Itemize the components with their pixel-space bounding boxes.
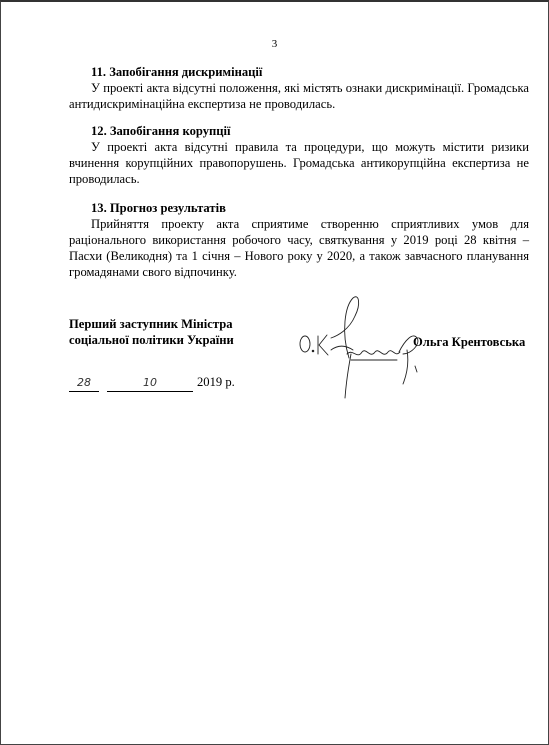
section-forecast [69,200,529,280]
date-year: 2019 р. [197,375,235,389]
section-text: Прийняття проекту акта сприятиме створенню сприятливих умов для раціонального використання робочого часу, святкування у 2019 році 28 квітня – Пасхи (Великодня) та 1 січня – Нового року у 2020, а також завчасного планування громадянами свого відпочинку. [69,217,529,279]
position-line: Перший заступник Міністра [69,317,233,331]
section-heading: 13. Прогноз результатів [91,201,226,215]
section-heading: 11. Запобігання дискримінації [91,65,263,79]
signature-date [69,374,235,392]
signer-name: Ольга Крентовська [413,335,526,349]
date-day-field: 28 [69,377,99,392]
position-line: соціальної політики України [69,333,234,347]
section-heading: 12. Запобігання корупції [91,124,231,138]
section-text: У проекті акта відсутні положення, які містять ознаки дискримінації. Громадська антидискримінаційна експертиза не проводилась. [69,81,529,111]
date-month-field: 10 [107,377,193,392]
signer-position [69,316,269,348]
section-text: У проекті акта відсутні правила та процедури, що можуть містити ризики вчинення корупційних правопорушень. Громадська антикорупційна експертиза не проводилась. [69,140,529,186]
section-corruption [69,123,529,187]
section-discrimination [69,64,529,112]
handwritten-signature [291,292,431,407]
page-number: 3 [271,38,278,50]
